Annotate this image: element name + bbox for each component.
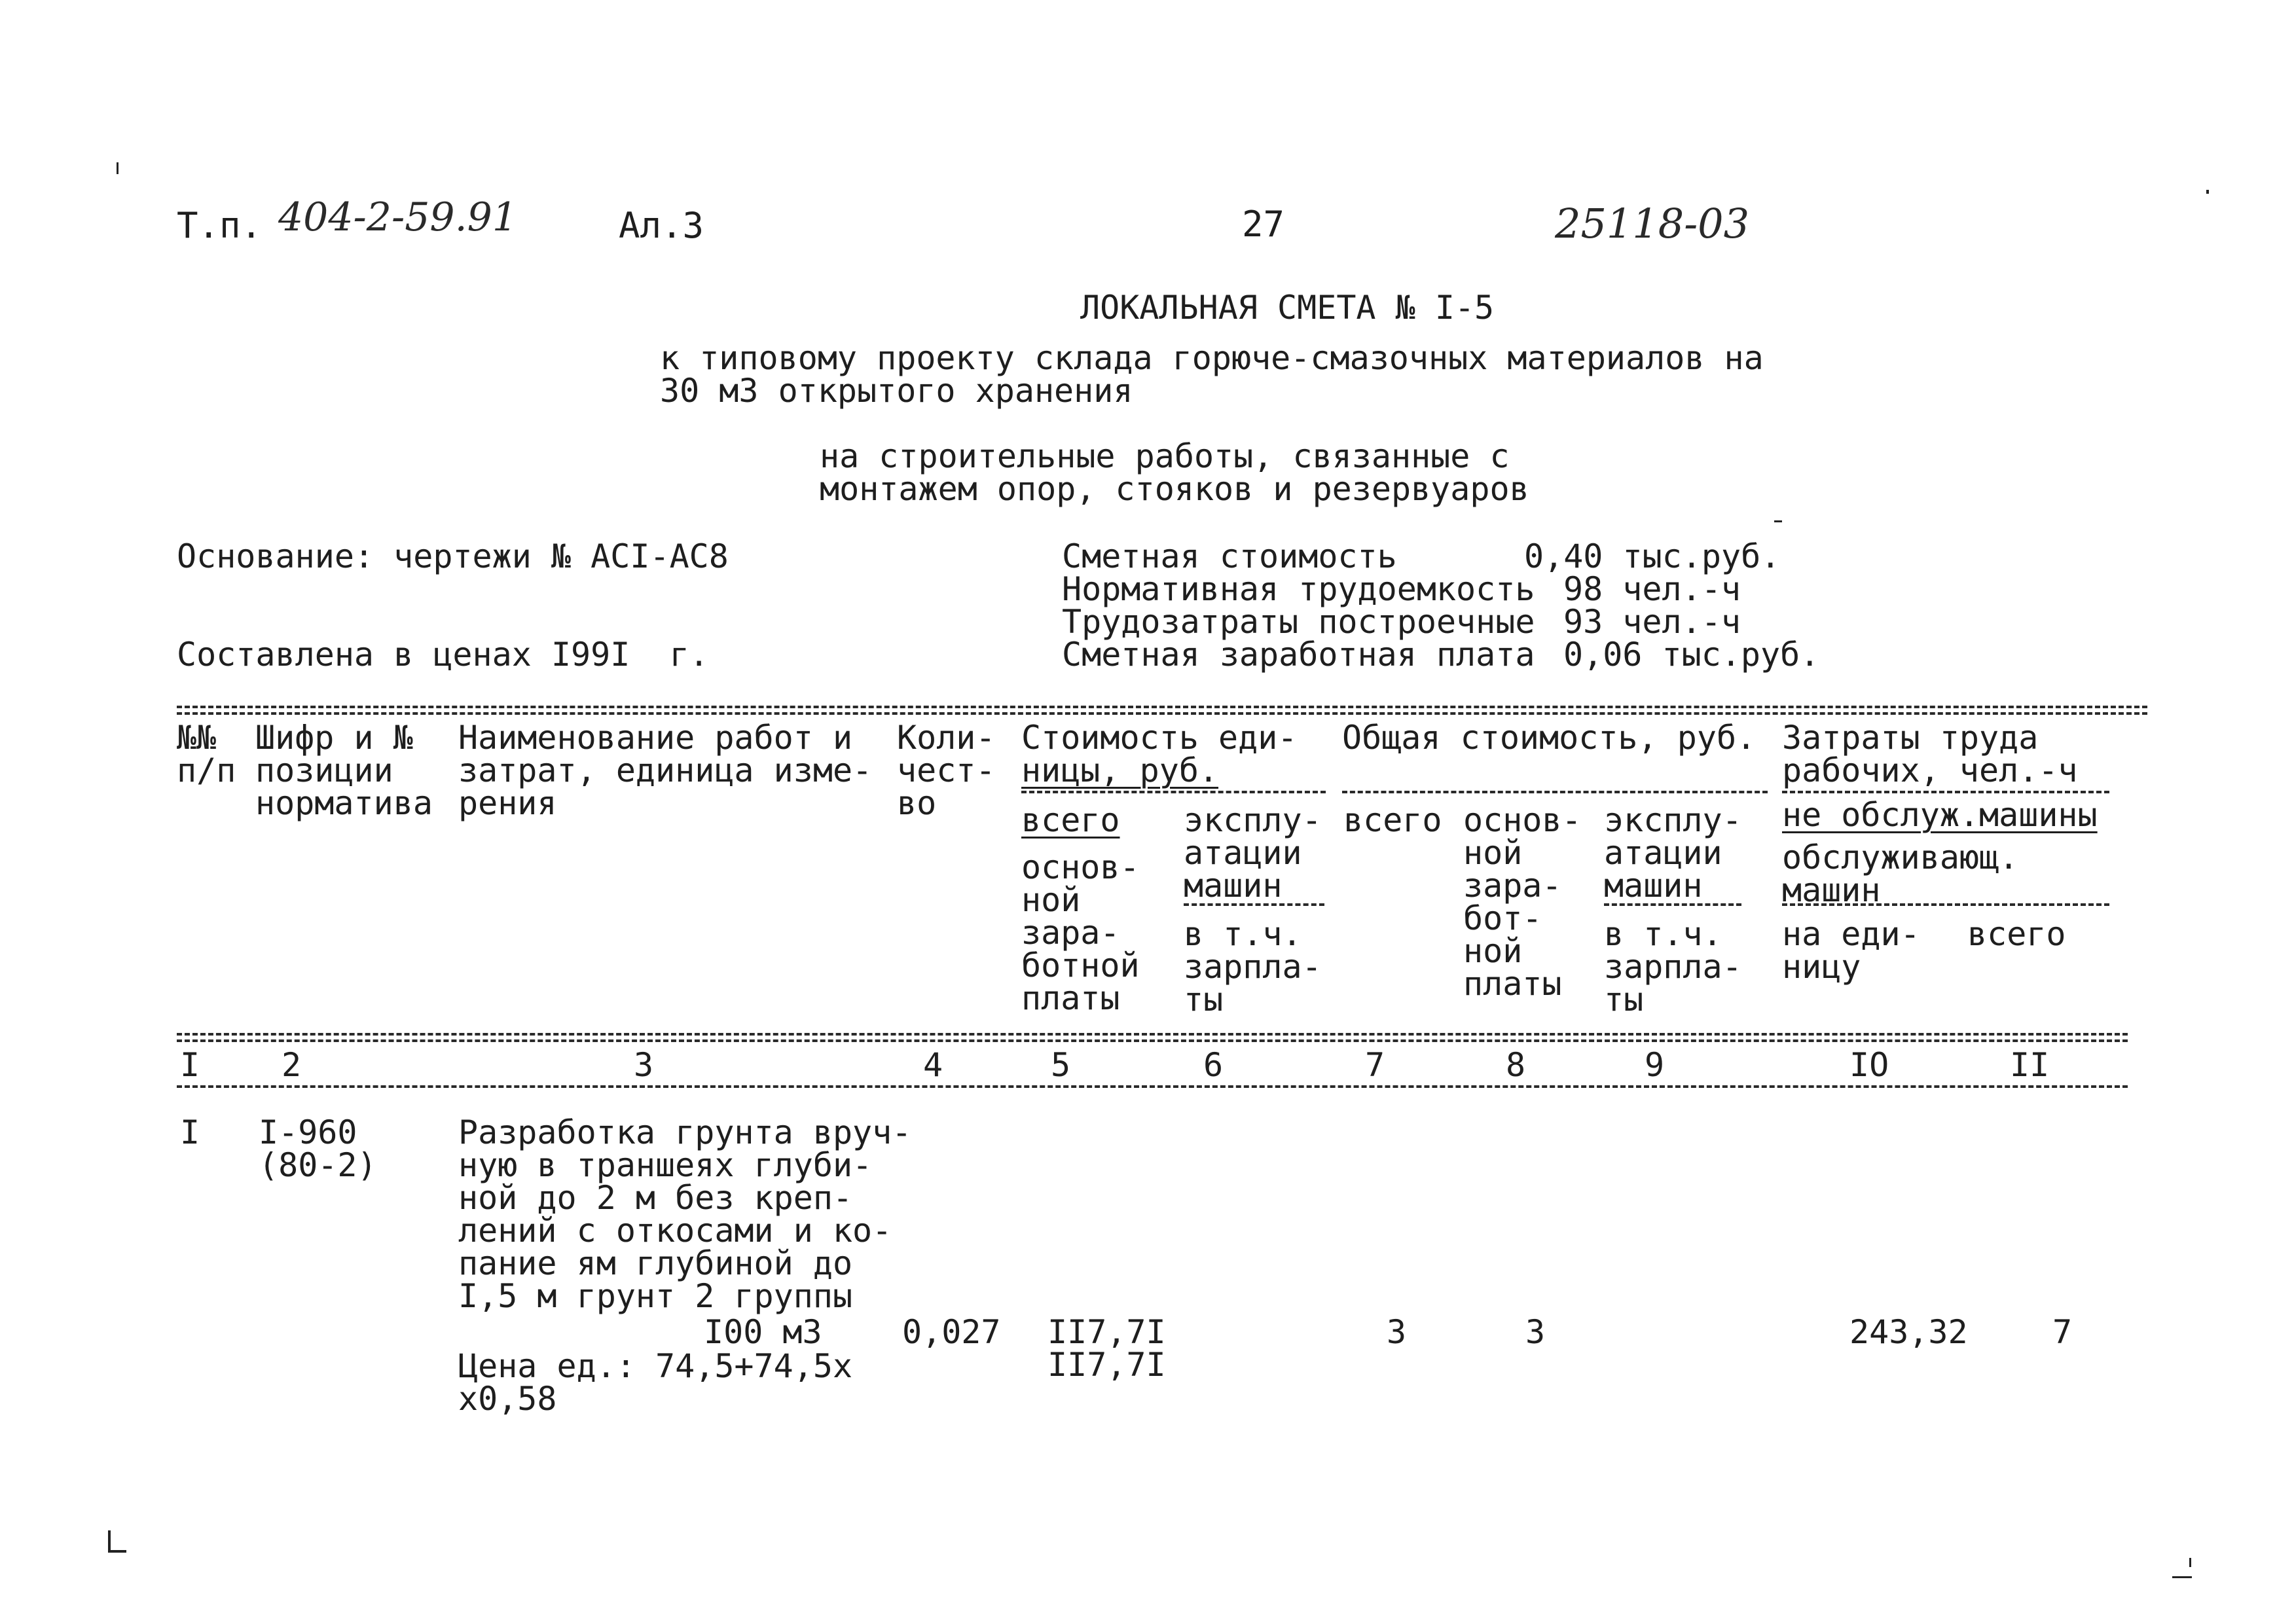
col-header-labor-group: Затраты труда рабочих, чел.-ч [1782, 719, 2078, 789]
album-label: Ал.3 [619, 205, 704, 246]
col-header-unit-cost-group: Стоимость еди- [1021, 719, 1298, 757]
row-1-price-note: Цена ед.: 74,5+74,5х х0,58 [458, 1347, 853, 1418]
col-header-total-cost-group: Общая стоимость, руб. [1342, 719, 1757, 757]
labor-serving-rule [1782, 903, 2109, 906]
tp-prefix: Т.п. [177, 205, 263, 246]
corner-mark-top-left [117, 162, 118, 174]
total-machines-rule [1604, 903, 1741, 906]
col-header-labor-total: всего [1967, 915, 2066, 953]
col-number-8: 8 [1506, 1046, 1526, 1084]
corner-mark-bottom-right [2172, 1576, 2192, 1578]
column-numbers-rule [177, 1085, 2128, 1088]
col-header-row-number: №№ п/п [177, 719, 236, 789]
row-1-name: Разработка грунта вруч- ную в траншеях глуби- ной до 2 м без креп- лений с откосами и ко- пание ям глубиной до I,5 м грунт 2 группы [458, 1113, 912, 1315]
col-number-10: IO [1849, 1046, 1889, 1084]
row-1-unit: I00 м3 [704, 1313, 822, 1351]
row-1-total: 3 [1387, 1313, 1407, 1351]
estimate-subtitle-3: на строительные работы, связанные с [820, 437, 1510, 475]
row-1-total-wage: 3 [1525, 1313, 1546, 1351]
unit-machines-rule [1184, 903, 1324, 906]
col-header-quantity: Коли- чест- во [897, 719, 996, 822]
row-1-labor-per-unit: 243,32 [1849, 1313, 1968, 1351]
col-number-11: II [2010, 1046, 2050, 1084]
row-1-number: I [180, 1113, 200, 1151]
row-1-labor-total: 7 [2052, 1313, 2073, 1351]
unit-cost-rule [1021, 791, 1326, 793]
header-bottom-rule [177, 1033, 2128, 1036]
corner-mark-bottom-left-v [108, 1530, 111, 1551]
col-header-unit-total: всего [1021, 801, 1120, 839]
table-top-rule-2 [177, 712, 2147, 715]
col-header-total: всего [1343, 801, 1442, 839]
labor-site-value: 93 чел.-ч [1563, 603, 1741, 641]
col-number-3: 3 [634, 1046, 654, 1084]
basis-text: Основание: чертежи № АСI-АС8 [177, 537, 729, 575]
wage-label: Сметная заработная плата [1062, 636, 1535, 674]
cost-value: 0,40 тыс.руб. [1524, 537, 1781, 575]
col-header-name: Наименование работ и затрат, единица изме- рения [458, 719, 873, 822]
col-number-5: 5 [1051, 1046, 1071, 1084]
labor-norm-label: Нормативная трудоемкость [1062, 570, 1535, 608]
labor-group-rule [1782, 791, 2109, 793]
labor-norm-value: 98 чел.-ч [1563, 570, 1741, 608]
estimate-heading: ЛОКАЛЬНАЯ СМЕТА № I-5 [1080, 289, 1495, 327]
doc-code: 25118-03 [1555, 200, 1750, 247]
col-number-7: 7 [1365, 1046, 1385, 1084]
col-number-1: I [180, 1046, 200, 1084]
row-1-unit-wage: II7,7I [1047, 1346, 1166, 1384]
estimate-subtitle-2: 30 м3 открытого хранения [660, 372, 1133, 410]
tp-number: 404-2-59.91 [278, 194, 518, 240]
labor-site-label: Трудозатраты построечные [1062, 603, 1535, 641]
col-header-code: Шифр и № позиции норматива [255, 719, 433, 822]
col-number-4: 4 [923, 1046, 943, 1084]
col-number-6: 6 [1203, 1046, 1224, 1084]
header-bottom-rule-2 [177, 1039, 2128, 1042]
row-1-unit-total: II7,7I [1047, 1313, 1166, 1351]
cost-label: Сметная стоимость [1062, 537, 1397, 575]
col-header-labor-per-unit: на еди- ницу [1782, 915, 1920, 986]
corner-mark-bottom-right-tick [2189, 1558, 2191, 1567]
col-header-unit-basic-wage: основ- ной зара- ботной платы [1021, 848, 1140, 1017]
col-number-2: 2 [282, 1046, 302, 1084]
col-header-labor-not-serving: не обслуж.машины [1782, 796, 2098, 834]
row-1-quantity: 0,027 [902, 1313, 1001, 1351]
col-header-total-machine-wage: в т.ч. зарпла- ты [1604, 915, 1742, 1019]
col-number-9: 9 [1645, 1046, 1665, 1084]
col-header-total-basic-wage: основ- ной зара- бот- ной платы [1463, 801, 1582, 1003]
col-header-unit-machines: эксплу- атации машин [1184, 801, 1322, 905]
page-number: 27 [1242, 204, 1285, 245]
dash-mark-right [1774, 520, 1782, 522]
table-top-rule [177, 706, 2147, 708]
col-header-unit-machine-wage: в т.ч. зарпла- ты [1184, 915, 1322, 1019]
price-base-text: Составлена в ценах I99I г. [177, 636, 709, 674]
col-header-unit-cost-group-2: ницы, руб. [1021, 751, 1219, 789]
corner-mark-top-right [2206, 190, 2209, 194]
col-header-total-machines: эксплу- атации машин [1604, 801, 1742, 905]
estimate-subtitle-4: монтажем опор, стояков и резервуаров [820, 470, 1529, 508]
row-1-code: I-960 (80-2) [259, 1113, 377, 1184]
total-cost-rule [1342, 791, 1768, 793]
col-header-labor-serving: обслуживающ. машин [1782, 839, 2019, 909]
wage-value: 0,06 тыс.руб. [1563, 636, 1820, 674]
corner-mark-bottom-left-h [108, 1550, 126, 1553]
estimate-subtitle-1: к типовому проекту склада горюче-смазочных материалов на [660, 339, 1764, 377]
